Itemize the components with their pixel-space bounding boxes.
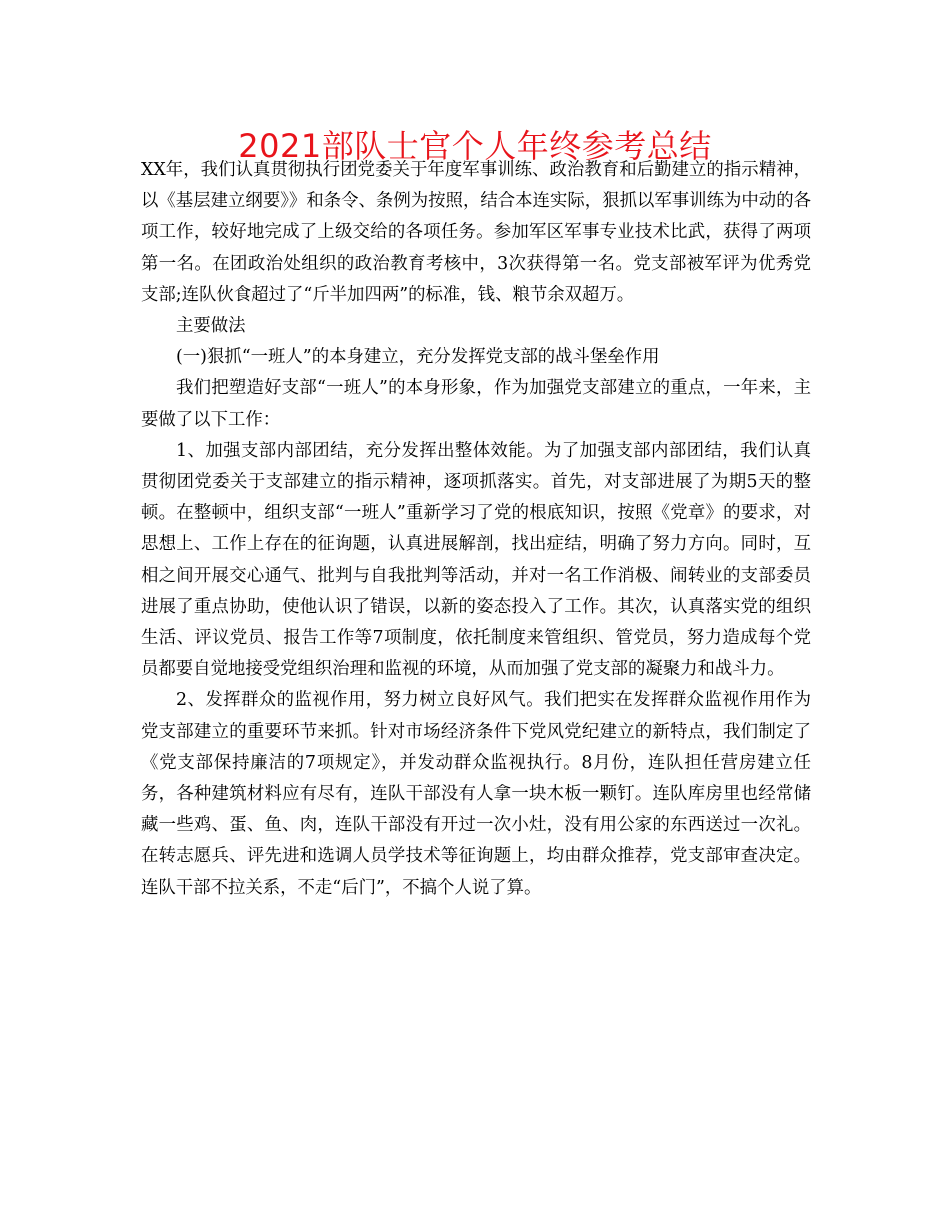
document-body bbox=[141, 155, 811, 904]
paragraph-overview: 我们把塑造好支部“一班人”的本身形象，作为加强党支部建立的重点，一年来，主要做了以下工作： bbox=[141, 378, 811, 430]
section-heading-main-methods: 主要做法 bbox=[176, 316, 246, 337]
paragraph-item-2: 2、发挥群众的监视作用，努力树立良好风气。我们把实在发挥群众监视作用作为党支部建立的重要环节来抓。针对市场经济条件下党风党纪建立的新特点，我们制定了《党支部保持廉洁的7项规定》，并发动群众监视执行。8月份，连队担任营房建立任务，各种建筑材料应有尽有，连队干部没有人拿一块木板一颗钉。连队库房里也经常储藏一些鸡、蛋、鱼、肉，连队干部没有开过一次小灶，没有用公家的东西送过一次礼。在转志愿兵、评先进和选调人员学技术等征询题上，均由群众推荐，党支部审查决定。连队干部不拉关系，不走“后门”，不搞个人说了算。 bbox=[141, 690, 811, 898]
subsection-heading-1: (一)狠抓“一班人”的本身建立，充分发挥党支部的战斗堡垒作用 bbox=[176, 347, 660, 368]
paragraph-item-1: 1、加强支部内部团结，充分发挥出整体效能。为了加强支部内部团结，我们认真贯彻团党委关于支部建立的指示精神，逐项抓落实。首先，对支部进展了为期5天的整顿。在整顿中，组织支部“一班人”重新学习了党的根底知识，按照《党章》的要求，对思想上、工作上存在的征询题，认真进展解剖，找出症结，明确了努力方向。同时，互相之间开展交心通气、批判与自我批判等活动，并对一名工作消极、闹转业的支部委员进展了重点协助，使他认识了错误，以新的姿态投入了工作。其次，认真落实党的组织生活、评议党员、报告工作等7项制度，依托制度来管组织、管党员，努力造成每个党员都要自觉地接受党组织治理和监视的环境，从而加强了党支部的凝聚力和战斗力。 bbox=[141, 440, 811, 680]
paragraph-intro: XX年，我们认真贯彻执行团党委关于年度军事训练、政治教育和后勤建立的指示精神，以《基层建立纲要》》和条令、条例为按照，结合本连实际，狠抓以军事训练为中动的各项工作，较好地完成了上级交给的各项任务。参加军区军事专业技术比武，获得了两项第一名。在团政治处组织的政治教育考核中，3次获得第一名。党支部被军评为优秀党支部;连队伙食超过了“斤半加四两”的标准，钱、粮节余双超万。 bbox=[141, 160, 811, 305]
document-title: 2021部队士官个人年终参考总结 bbox=[238, 127, 712, 165]
